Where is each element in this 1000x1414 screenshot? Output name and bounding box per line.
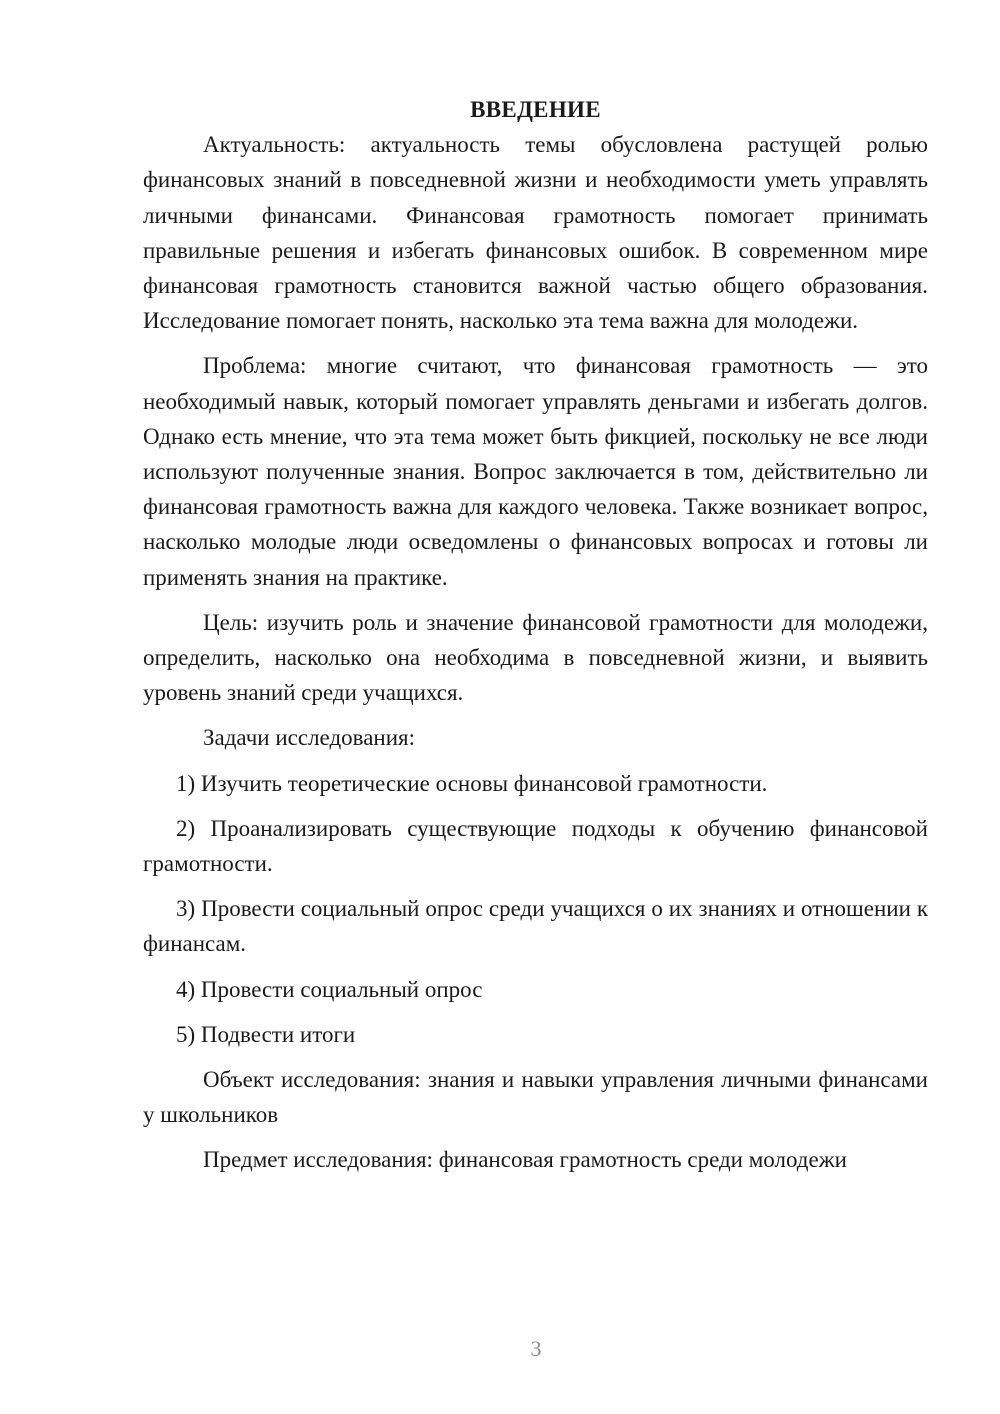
section-title: ВВЕДЕНИЕ bbox=[470, 97, 601, 122]
tasks-heading: Задачи исследования: bbox=[203, 725, 416, 751]
task-item-3: 3) Провести социальный опрос среди учащихся о их знаниях и отношении к финансам. bbox=[143, 896, 928, 957]
task-item-5: 5) Подвести итоги bbox=[176, 1021, 356, 1047]
problem-paragraph: Проблема: многие считают, что финансовая грамотность — это необходимый навык, который помогает управлять деньгами и избегать долгов. Однако есть мнение, что эта тема может быть фикцией, поскольку не все люди используют полученные знания. Вопрос заключается в том, действительно ли финансовая грамотность важна для каждого человека. Также возникает вопрос, насколько молодые люди осведомлены о финансовых вопросах и готовы ли применять знания на практике. bbox=[143, 353, 928, 590]
task-item-1: 1) Изучить теоретические основы финансовой грамотности. bbox=[176, 770, 768, 796]
task-item-4: 4) Провести социальный опрос bbox=[176, 976, 483, 1002]
relevance-paragraph: Актуальность: актуальность темы обусловлена растущей ролью финансовых знаний в повседневной жизни и необходимости уметь управлять личными финансами. Финансовая грамотность помогает принимать правильные решения и избегать финансовых ошибок. В современном мире финансовая грамотность становится важной частью общего образования. Исследование помогает понять, насколько эта тема важна для молодежи. bbox=[143, 132, 928, 334]
subject-paragraph: Предмет исследования: финансовая грамотность среди молодежи bbox=[203, 1147, 847, 1173]
task-item-2: 2) Проанализировать существующие подходы к обучению финансовой грамотности. bbox=[143, 815, 928, 877]
object-paragraph: Объект исследования: знания и навыки управления личными финансами у школьников bbox=[143, 1067, 928, 1128]
page-content bbox=[143, 92, 928, 1178]
page-number: 3 bbox=[530, 1336, 542, 1361]
goal-paragraph: Цель: изучить роль и значение финансовой грамотности для молодежи, определить, насколько она необходима в повседневной жизни, и выявить уровень знаний среди учащихся. bbox=[143, 609, 928, 706]
